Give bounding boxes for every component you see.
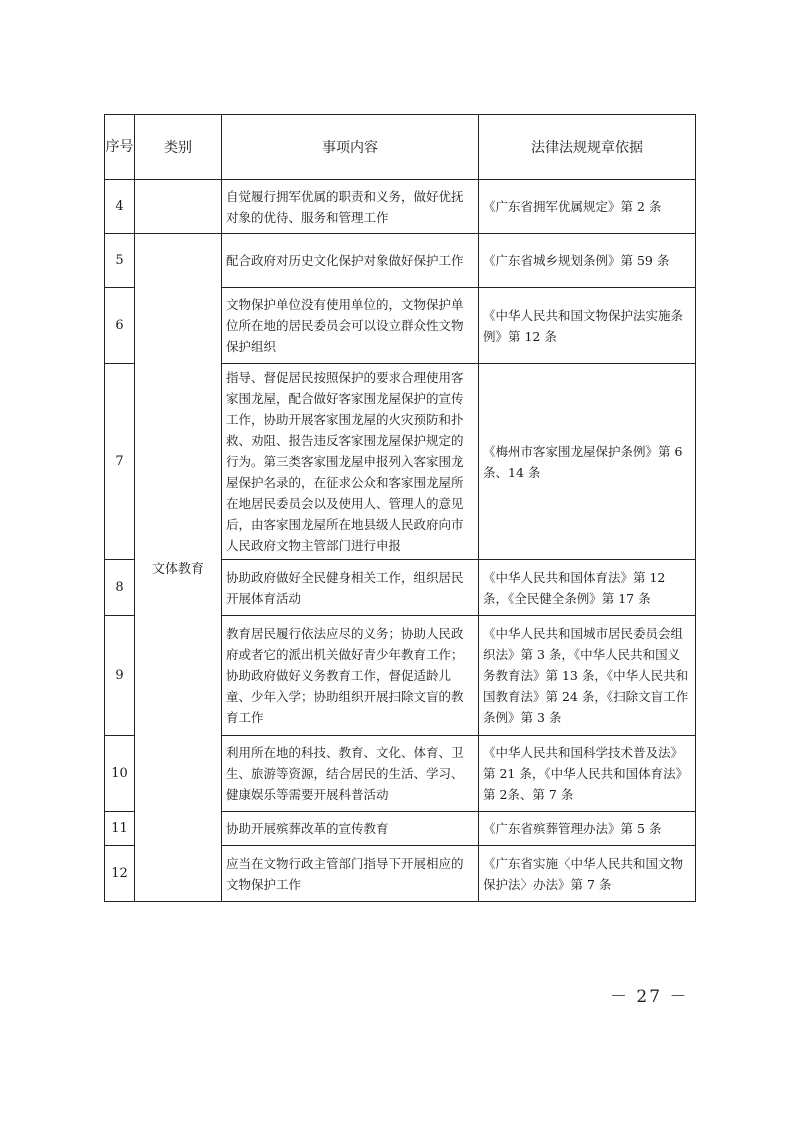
table-row xyxy=(105,180,696,234)
row-content: 应当在文物行政主管部门指导下开展相应的文物保护工作 xyxy=(222,846,479,902)
row-basis: 《广东省殡葬管理办法》第 5 条 xyxy=(479,812,696,846)
row-seq: 6 xyxy=(105,288,135,364)
row-seq: 9 xyxy=(105,616,135,736)
row-basis: 《中华人民共和国文物保护法实施条例》第 12 条 xyxy=(479,288,696,364)
row-basis: 《中华人民共和国体育法》第 12 条，《全民健全条例》第 17 条 xyxy=(479,560,696,616)
category-cell-empty xyxy=(135,180,222,234)
header-category: 类别 xyxy=(135,115,222,180)
row-basis: 《广东省实施〈中华人民共和国文物保护法〉办法》第 7 条 xyxy=(479,846,696,902)
row-seq: 11 xyxy=(105,812,135,846)
regulation-table xyxy=(104,114,696,902)
row-basis: 《梅州市客家围龙屋保护条例》第 6 条、14 条 xyxy=(479,364,696,560)
row-content: 配合政府对历史文化保护对象做好保护工作 xyxy=(222,234,479,288)
page-number: － 27 － xyxy=(610,987,689,1007)
row-basis: 《中华人民共和国科学技术普及法》第 21 条，《中华人民共和国体育法》第 2条、第 7 条 xyxy=(479,736,696,812)
header-basis: 法律法规规章依据 xyxy=(479,115,696,180)
row-basis: 《中华人民共和国城市居民委员会组织法》第 3 条，《中华人民共和国义务教育法》第 13 条，《中华人民共和国教育法》第 24 条，《扫除文盲工作条例》第 3 条 xyxy=(479,616,696,736)
row-seq: 10 xyxy=(105,736,135,812)
row-seq: 8 xyxy=(105,560,135,616)
header-seq: 序号 xyxy=(105,115,135,180)
row-seq: 7 xyxy=(105,364,135,560)
row-seq: 4 xyxy=(105,180,135,234)
row-content: 协助开展殡葬改革的宣传教育 xyxy=(222,812,479,846)
row-content: 协助政府做好全民健身相关工作，组织居民开展体育活动 xyxy=(222,560,479,616)
header-content: 事项内容 xyxy=(222,115,479,180)
row-content: 教育居民履行依法应尽的义务；协助人民政府或者它的派出机关做好青少年教育工作；协助政府做好义务教育工作，督促适龄儿童、少年入学；协助组织开展扫除文盲的教育工作 xyxy=(222,616,479,736)
row-content: 利用所在地的科技、教育、文化、体育、卫生、旅游等资源，结合居民的生活、学习、健康娱乐等需要开展科普活动 xyxy=(222,736,479,812)
row-basis: 《广东省城乡规划条例》第 59 条 xyxy=(479,234,696,288)
row-seq: 5 xyxy=(105,234,135,288)
row-seq: 12 xyxy=(105,846,135,902)
table-row xyxy=(105,234,696,288)
row-content: 指导、督促居民按照保护的要求合理使用客家围龙屋，配合做好客家围龙屋保护的宣传工作，协助开展客家围龙屋的火灾预防和扑救、劝阻、报告违反客家围龙屋保护规定的行为。第三类客家围龙屋申报列入客家围龙屋保护名录的，在征求公众和客家围龙屋所在地居民委员会以及使用人、管理人的意见后，由客家围龙屋所在地县级人民政府向市人民政府文物主管部门进行申报 xyxy=(222,364,479,560)
row-basis: 《广东省拥军优属规定》第 2 条 xyxy=(479,180,696,234)
row-content: 自觉履行拥军优属的职责和义务，做好优抚对象的优待、服务和管理工作 xyxy=(222,180,479,234)
category-cell: 文体教育 xyxy=(135,234,222,902)
table-header-row xyxy=(105,115,696,180)
row-content: 文物保护单位没有使用单位的，文物保护单位所在地的居民委员会可以设立群众性文物保护组织 xyxy=(222,288,479,364)
